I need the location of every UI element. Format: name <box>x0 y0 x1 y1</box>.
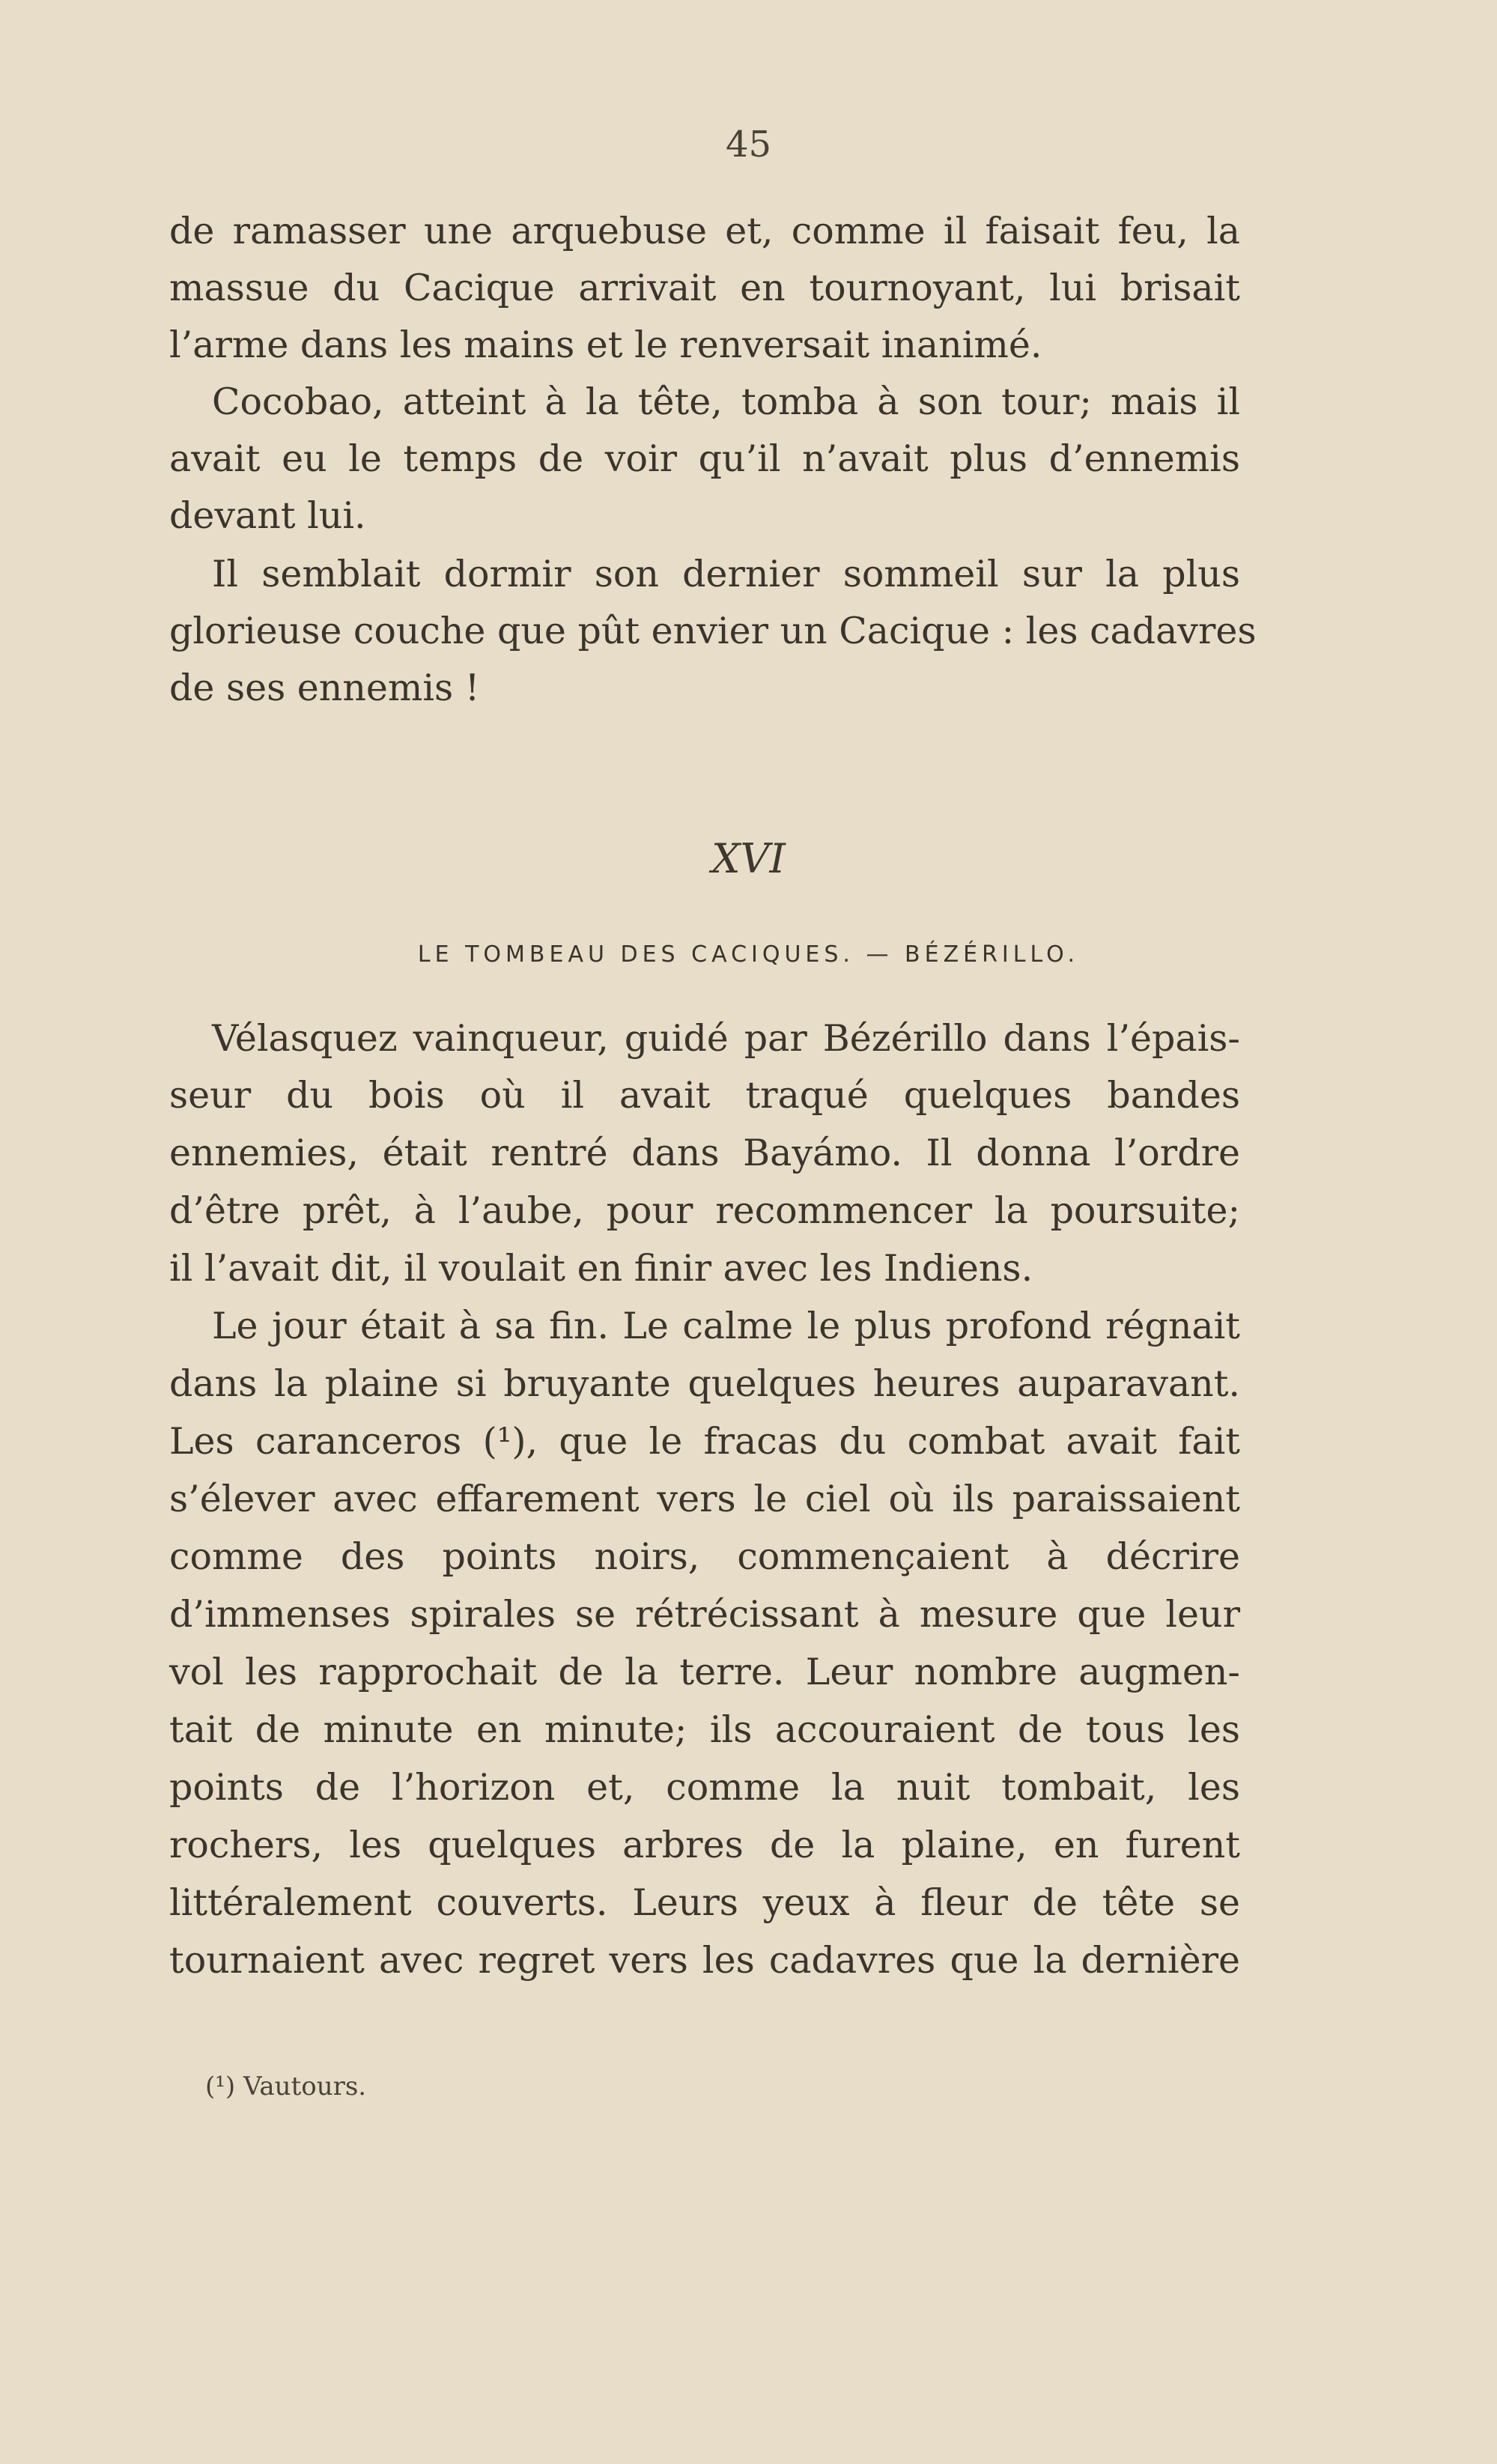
text-line: ennemies, était rentré dans Bayámo. Il donna l’ordre <box>169 1132 1240 1174</box>
text-line: glorieuse couche que pût envier un Cacique : les cadavres <box>169 610 1257 652</box>
text-line: massue du Cacique arrivait en tournoyant, lui brisait <box>169 267 1240 309</box>
text-line: Vélasquez vainqueur, guidé par Bézérillo dans l’épais- <box>212 1017 1240 1060</box>
footnote: (¹) Vautours. <box>205 2072 367 2102</box>
text-line: l’arme dans les mains et le renversait inanimé. <box>169 324 1042 366</box>
text-line: d’immenses spirales se rétrécissant à mesure que leur <box>169 1593 1240 1636</box>
text-line: Cocobao, atteint à la tête, tomba à son tour; mais il <box>212 380 1240 423</box>
text-line: tait de minute en minute; ils accouraient de tous les <box>169 1708 1240 1751</box>
text-line: s’élever avec effarement vers le ciel où ils paraissaient <box>169 1478 1240 1520</box>
text-line: avait eu le temps de voir qu’il n’avait plus d’ennemis <box>169 437 1240 480</box>
text-line: d’être prêt, à l’aube, pour recommencer la poursuite; <box>169 1189 1240 1232</box>
text-line: de ramasser une arquebuse et, comme il faisait feu, la <box>169 210 1240 252</box>
text-line: points de l’horizon et, comme la nuit tombait, les <box>169 1766 1240 1809</box>
text-line: Il semblait dormir son dernier sommeil sur la plus <box>212 553 1240 595</box>
text-line: devant lui. <box>169 494 366 537</box>
section-number: XVI <box>711 835 786 882</box>
text-line: rochers, les quelques arbres de la plaine, en furent <box>169 1824 1240 1866</box>
text-line: il l’avait dit, il voulait en finir avec les Indiens. <box>169 1247 1033 1290</box>
text-line: comme des points noirs, commençaient à décrire <box>169 1535 1240 1578</box>
text-line: tournaient avec regret vers les cadavres que la dernière <box>169 1939 1240 1982</box>
text-line: Les caranceros (¹), que le fracas du combat avait fait <box>169 1420 1240 1463</box>
text-line: de ses ennemis ! <box>169 667 480 709</box>
text-line: littéralement couverts. Leurs yeux à fleur de tête se <box>169 1881 1240 1924</box>
page-number: 45 <box>725 124 772 166</box>
text-line: seur du bois où il avait traqué quelques bandes <box>169 1074 1240 1117</box>
text-line: dans la plaine si bruyante quelques heures auparavant. <box>169 1362 1240 1405</box>
section-title: LE TOMBEAU DES CACIQUES. — BÉZÉRILLO. <box>417 941 1080 968</box>
text-line: vol les rapprochait de la terre. Leur nombre augmen- <box>169 1651 1240 1693</box>
text-line: Le jour était à sa fin. Le calme le plus profond régnait <box>212 1305 1240 1347</box>
